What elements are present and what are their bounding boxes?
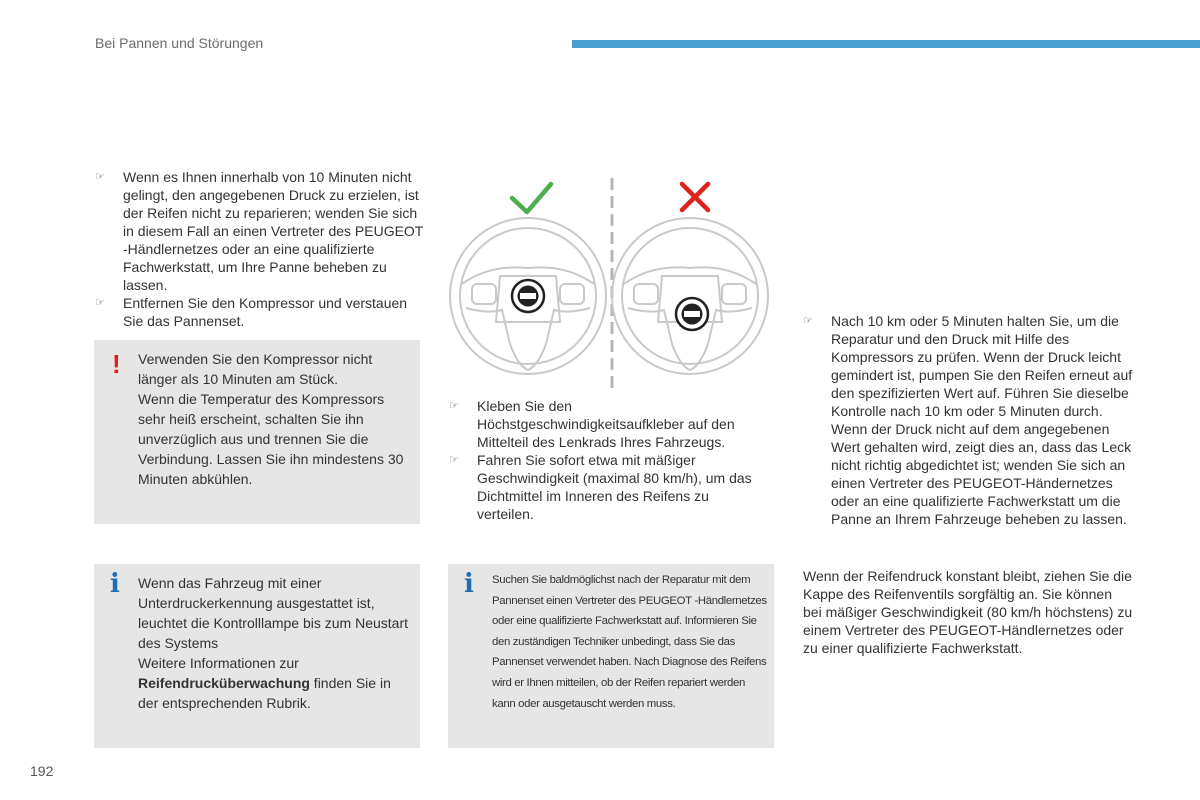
- info-text-line: Wenn das Fahrzeug mit einer Unterdruckerkennung ausgestattet ist, leuchtet die Kontrolllampe bis zum Neustart des Systems: [138, 575, 409, 651]
- warning-line: Verwenden Sie den Kompressor nicht länger als 10 Minuten am Stück.: [138, 351, 373, 387]
- exclamation-icon: !: [112, 349, 121, 379]
- info-box-pressure-detection: [94, 564, 420, 748]
- list-item: [803, 312, 1133, 528]
- page-number: 192: [30, 763, 54, 779]
- info-text: [138, 573, 410, 713]
- warning-line: Wenn die Temperatur des Kompressors sehr heiß erscheint, schalten Sie ihn unverzüglich aus und trennen Sie die Verbindung. Lassen Sie ihn mindestens 30 Minuten abkühlen.: [138, 391, 404, 487]
- column2-bullet-list: [449, 397, 769, 523]
- warning-box: [94, 340, 420, 524]
- list-item: [449, 451, 769, 523]
- bullet-text: Fahren Sie sofort etwa mit mäßiger Geschwindigkeit (maximal 80 km/h), um das Dichtmittel im Inneren des Reifens zu verteilen.: [477, 452, 752, 522]
- pointing-hand-icon: ☞: [449, 399, 459, 412]
- pointing-hand-icon: ☞: [95, 296, 105, 309]
- bullet-text: Wenn es Ihnen innerhalb von 10 Minuten nicht gelingt, den angegebenen Druck zu erzielen, ist der Reifen nicht zu reparieren; wenden Sie sich in diesem Fall an einen Vertreter des PEUGEOT -Händlernetzes oder an eine qualifizierte Fachwerkstatt, um Ihre Panne beheben zu lassen.: [123, 169, 424, 293]
- list-item: [449, 397, 769, 451]
- list-item: [95, 168, 425, 294]
- bullet-text: Entfernen Sie den Kompressor und verstauen Sie das Pannenset.: [123, 295, 408, 329]
- header-accent-bar: [572, 40, 1200, 48]
- warning-text: [138, 349, 410, 489]
- steering-wheel-sticker-illustration: [440, 172, 780, 392]
- info-text-line: [138, 653, 410, 713]
- bullet-text: Kleben Sie den Höchstgeschwindigkeitsaufkleber auf den Mittelteil des Lenkrads Ihres Fahrzeugs.: [477, 398, 735, 450]
- page-section-title: Bei Pannen und Störungen: [95, 35, 264, 51]
- column3-paragraph: Wenn der Reifendruck konstant bleibt, ziehen Sie die Kappe des Reifenventils sorgfältig an. Sie können bei mäßiger Geschwindigkeit (80 km/h höchstens) zu einem Vertreter des PEUGEOT-Händlernetzes oder zu einer qualifizierte Fachwerkstatt.: [803, 568, 1133, 656]
- pointing-hand-icon: ☞: [95, 170, 105, 183]
- column1-bullet-list: [95, 168, 425, 330]
- speed-sticker-right: [676, 298, 708, 330]
- list-item: [95, 294, 425, 330]
- steering-wheel-right: [612, 218, 768, 374]
- speed-sticker-left: [512, 280, 544, 312]
- info-text-fragment: finden Sie in der entsprechenden Rubrik.: [138, 675, 391, 711]
- bullet-text: Nach 10 km oder 5 Minuten halten Sie, um die Reparatur und den Druck mit Hilfe des Kompressors zu prüfen. Wenn der Druck leicht gemindert ist, pumpen Sie den Reifen erneut auf den spezifizierten Wert auf. Führen Sie dieselbe Kontrolle nach 10 km oder 5 Minuten durch. Wenn der Druck nicht auf dem angegebenen Wert gehalten wird, zeigt dies an, dass das Leck nicht richtig abgedichtet ist; wenden Sie sich an einen Vertreter des PEUGEOT-Händernetzes oder an eine qualifizierte Fachwerkstatt um die Panne an Ihrem Fahrzeuge beheben zu lassen.: [831, 313, 1133, 527]
- info-text-fragment: Weitere Informationen zur: [138, 655, 299, 671]
- info-text: Suchen Sie baldmöglichst nach der Reparatur mit dem Pannenset einen Vertreter des PEUGEOT -Händlernetzes oder eine qualifizierte Fachwerkstatt auf. Informieren Sie den zuständigen Techniker unbedingt, dass Sie das Pannenset verwendet haben. Nach Diagnose des Reifens wird er Ihnen mitteilen, ob der Reifen repariert werden kann oder ausgetauscht werden muss.: [492, 574, 767, 710]
- check-icon: [512, 184, 551, 212]
- column3-bullet-list: [803, 312, 1133, 528]
- info-bold-term: Reifendrucküberwachung: [138, 675, 310, 691]
- info-icon: i: [110, 569, 120, 599]
- info-box-dealer-visit: [448, 564, 774, 748]
- pointing-hand-icon: ☞: [803, 314, 813, 327]
- cross-icon: [682, 184, 708, 210]
- pointing-hand-icon: ☞: [449, 453, 459, 466]
- info-icon: i: [464, 569, 474, 599]
